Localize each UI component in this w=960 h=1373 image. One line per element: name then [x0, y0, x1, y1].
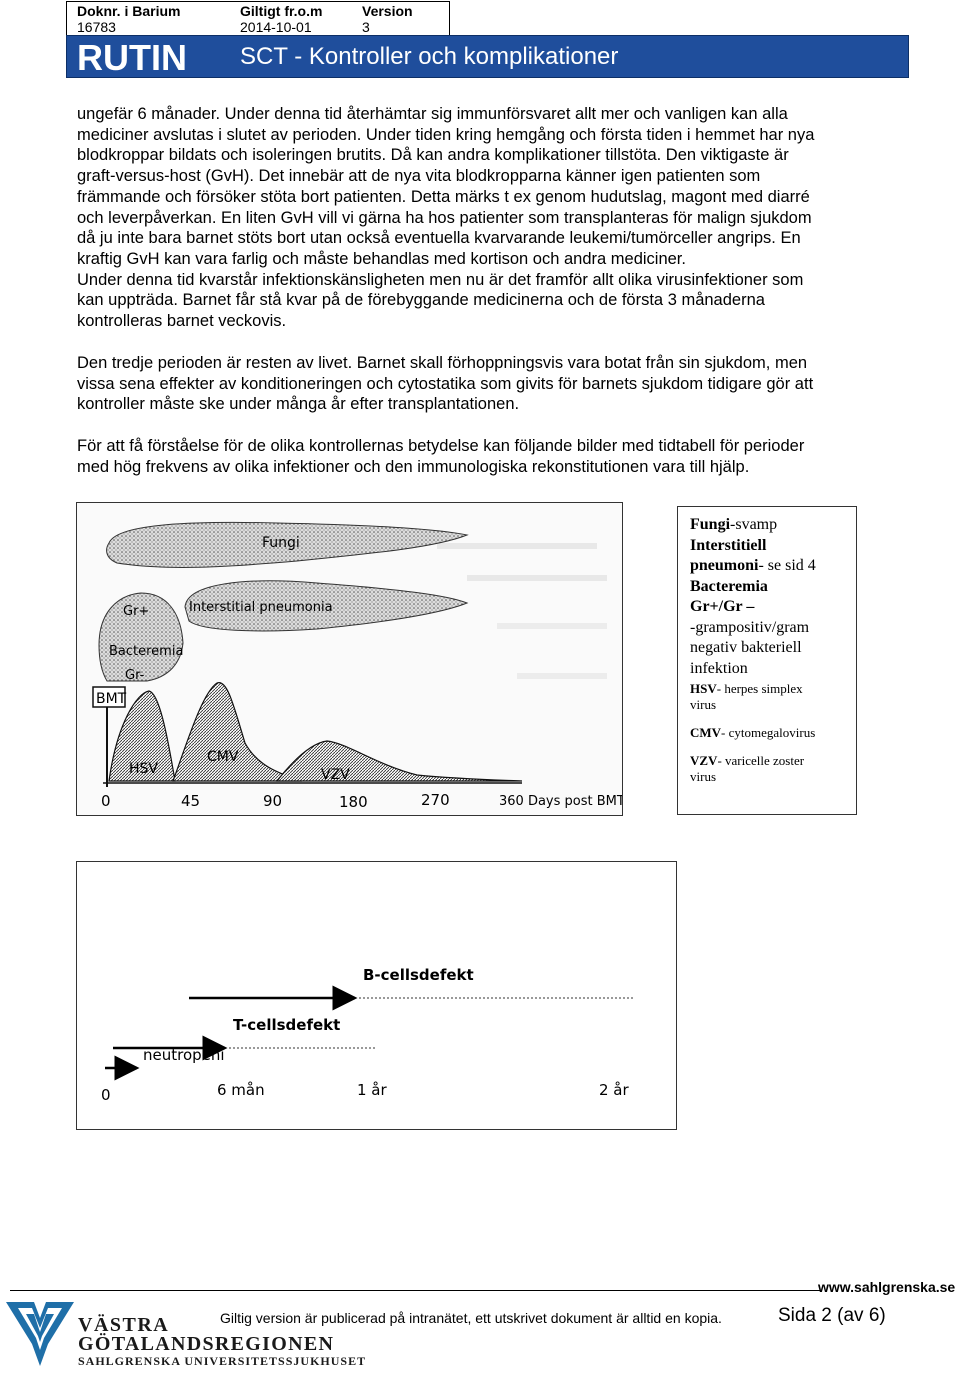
footer-url[interactable]: www.sahlgrenska.se: [818, 1279, 956, 1295]
text-line: Den tredje perioden är resten av livet. Barnet skall förhoppningsvis vara botat från sin sjukdom, men: [77, 354, 808, 372]
gr-plus-label: Gr+: [123, 604, 150, 619]
x-tick: 180: [339, 793, 368, 811]
valid-from-label: Giltigt fr.o.m: [240, 3, 323, 19]
vgr-logo-mark-icon: [4, 1298, 76, 1368]
fungi-label: Fungi: [262, 535, 300, 551]
vgr-logo: [4, 1298, 76, 1373]
b-cell-label: B-cellsdefekt: [363, 966, 474, 984]
faded-background-text: [467, 575, 607, 581]
pneumonia-label: Interstitial pneumonia: [189, 600, 333, 615]
paragraph-third-period: [77, 353, 889, 415]
faded-background-text: [517, 673, 607, 679]
footer-rule: [10, 1290, 820, 1291]
faded-background-text: [497, 623, 607, 629]
vzv-label: VZV: [321, 767, 350, 783]
bmt-label: BMT: [96, 691, 127, 707]
faded-background-text: [437, 543, 597, 549]
text-line: blodkroppar bildats och isoleringen brutits. Då kan andra komplikationer tillstöta. Den viktigaste är: [77, 146, 789, 165]
text-line: främmande och försöker stöta bort patienten. Detta märks t ex genom hudutslag, magont med diarré: [77, 187, 810, 206]
paragraph-figure-intro: [77, 436, 889, 477]
legend-vzv: VZV- varicelle zoster virus: [690, 753, 805, 784]
text-line: vissa sena effekter av konditioneringen och cytostatika som givits för barnets sjukdom tidigare gör att: [77, 374, 814, 393]
figure-legend: [677, 506, 857, 815]
logo-text-vastra: VÄSTRA: [78, 1314, 170, 1336]
time-tick: 0: [101, 1086, 111, 1104]
bacteremia-label: Bacteremia: [109, 644, 184, 659]
x-tick: 45: [181, 792, 201, 810]
page-number: Sida 2 (av 6): [778, 1305, 886, 1326]
version-label: Version: [362, 3, 413, 19]
version-value: 3: [362, 19, 370, 35]
legend-gr-line: negativ bakteriell: [690, 639, 802, 656]
document-type: RUTIN: [77, 37, 187, 78]
legend-gr-line: infektion: [690, 659, 748, 677]
infection-timeline-svg: [77, 503, 622, 815]
infection-timeline-figure: [76, 502, 623, 816]
neutropeni-label: neutropeni: [143, 1046, 225, 1064]
x-tick: 90: [263, 792, 283, 810]
cmv-peak: [173, 683, 302, 781]
hsv-label: HSV: [129, 761, 158, 777]
text-line: kraftig GvH kan vara farlig och måste behandlas med kortison och andra mediciner.: [77, 249, 686, 268]
x-tick: 270: [421, 791, 450, 809]
logo-text-sahlgrenska: SAHLGRENSKA UNIVERSITETSSJUKHUSET: [78, 1354, 367, 1368]
time-tick: 1 år: [357, 1081, 387, 1099]
x-tick: 0: [101, 792, 111, 810]
docnr-label: Doknr. i Barium: [77, 3, 181, 19]
legend-hsv: HSV- herpes simplex virus: [690, 681, 803, 712]
time-tick: 2 år: [599, 1081, 629, 1099]
immune-reconstitution-figure: [76, 861, 677, 1130]
t-cell-label: T-cellsdefekt: [233, 1016, 341, 1034]
legend-bacteremia: Bacteremia: [690, 577, 768, 595]
legend-cmv: CMV- cytomegalovirus: [690, 725, 816, 740]
cmv-label: CMV: [207, 749, 239, 765]
text-line: kontroller måste ske under många år efter transplantationen.: [77, 395, 520, 414]
text-line: kontrolleras barnet veckovis.: [77, 312, 287, 331]
legend-gr: Gr+/Gr –: [690, 598, 755, 615]
header-band: [66, 35, 909, 78]
text-line: För att få förståelse för de olika kontrollernas betydelse kan följande bilder med tidtabell för perioder: [77, 437, 805, 455]
text-line: graft-versus-host (GvH). Det innebär att de nya vita blodkropparna känner igen patienten som: [77, 167, 761, 186]
text-line: då ju inte bara barnet stöts bort utan också eventuella kvarvarande leukemi/tumörceller angrips. En: [77, 229, 801, 248]
legend-gr-line: -grampositiv/gram: [690, 618, 810, 636]
text-line: mediciner avslutas i slutet av perioden. Under tiden kring hemgång och första tiden i hemmet har nya: [77, 125, 815, 144]
footer-validity-note: Giltig version är publicerad på intranätet, ett utskrivet dokument är alltid en kopia.: [220, 1310, 722, 1326]
logo-text-gotalandsregionen: GÖTALANDSREGIONEN: [78, 1333, 335, 1355]
immune-reconstitution-svg: [77, 862, 676, 1129]
legend-pneumoni: pneumoni- se sid 4: [690, 557, 816, 574]
legend-fungi: Fungi-svamp: [690, 516, 778, 533]
text-line: med hög frekvens av olika infektioner och den immunologiska rekonstitutionen vara till hjälp.: [77, 457, 750, 476]
text-line: ungefär 6 månader. Under denna tid återhämtar sig immunförsvaret allt mer och vanligen kan alla: [77, 105, 788, 123]
gr-minus-label: Gr-: [125, 668, 145, 683]
docnr-value: 16783: [77, 19, 116, 35]
time-tick: 6 mån: [217, 1081, 265, 1099]
x-tick: 360 Days post BMT: [499, 794, 622, 809]
paragraph-second-period: [77, 104, 889, 332]
text-line: kan uppträda. Barnet får stå kvar på de förebyggande medicinerna och de första 3 månaderna: [77, 291, 765, 310]
legend-interstitiell: Interstitiell: [690, 536, 767, 554]
valid-from-value: 2014-10-01: [240, 19, 312, 35]
vzv-peak: [277, 741, 522, 781]
page-title: SCT - Kontroller och komplikationer: [240, 43, 619, 70]
text-line: och leverpåverkan. En liten GvH vill vi gärna ha hos patienter som transplanteras för malign sjukdom: [77, 208, 812, 227]
text-line: Under denna tid kvarstår infektionskänsligheten men nu är det framför allt olika virusinfektioner som: [77, 270, 804, 289]
